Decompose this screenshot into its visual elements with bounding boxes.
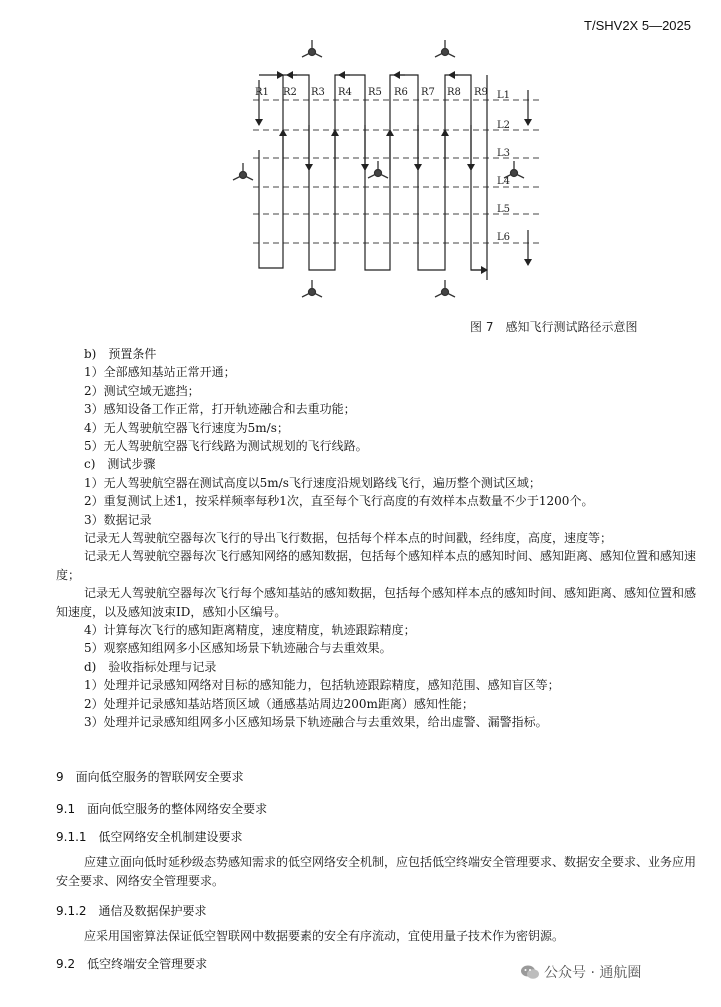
route-label: R2 xyxy=(283,87,297,98)
wechat-icon xyxy=(520,964,540,980)
text-line: c) 测试步骤 xyxy=(84,457,156,472)
text-line: 2）处理并记录感知基站塔顶区域（通感基站周边200m距离）感知性能； xyxy=(84,696,474,711)
layer-label: L1 xyxy=(497,90,511,101)
base-station-icon xyxy=(435,40,455,57)
route-label: R6 xyxy=(394,87,408,98)
layer-label: L4 xyxy=(497,176,511,187)
base-station-icon xyxy=(302,280,322,297)
layer-label: L2 xyxy=(497,120,511,131)
text-paragraph: 记录无人驾驶航空器每次飞行感知网络的感知数据，包括每个感知样本点的感知时间、感知距离、感知位置和感知速度； xyxy=(56,549,697,582)
route-label: R7 xyxy=(421,87,435,98)
route-label: R8 xyxy=(447,87,461,98)
text-line: 3）数据记录 xyxy=(84,512,152,527)
text-line: 4）计算每次飞行的感知距离精度，速度精度，轨迹跟踪精度； xyxy=(84,622,416,637)
base-station-icon xyxy=(302,40,322,57)
text-line: 1）全部感知基站正常开通； xyxy=(84,365,236,380)
text-line: 2）测试空域无遮挡； xyxy=(84,383,200,398)
route-label: R5 xyxy=(368,87,382,98)
route-label: R1 xyxy=(255,87,269,98)
flight-route xyxy=(259,75,528,280)
section-heading-9: 9 面向低空服务的智联网安全要求 xyxy=(56,770,244,784)
text-line: 2）重复测试上述1，按采样频率每秒1次，直至每个飞行高度的有效样本点数量不少于1200个。 xyxy=(84,494,594,509)
paragraph-9-1-1: 应建立面向低时延秒级态势感知需求的低空网络安全机制，应包括低空终端安全管理要求、数据安全要求、业务应用安全要求、网络安全管理要求。 xyxy=(56,855,697,888)
route-label: R3 xyxy=(311,87,325,98)
base-station-icon xyxy=(233,163,253,180)
layer-label: L5 xyxy=(497,204,511,215)
route-label: R4 xyxy=(338,87,352,98)
text-line: 4）无人驾驶航空器飞行速度为5m/s； xyxy=(84,420,289,435)
section-heading-9-2: 9.2 低空终端安全管理要求 xyxy=(56,957,208,971)
base-station-icons xyxy=(233,40,524,297)
text-line: b) 预置条件 xyxy=(84,347,157,361)
test-procedure-text xyxy=(56,345,696,731)
section-heading-9-1-1: 9.1.1 低空网络安全机制建设要求 xyxy=(56,830,243,844)
text-line: 1）处理并记录感知网络对目标的感知能力，包括轨迹跟踪精度，感知范围、感知盲区等； xyxy=(84,678,560,693)
paragraph-9-1-2: 应采用国密算法保证低空智联网中数据要素的安全有序流动，宜使用量子技术作为密钥源。 xyxy=(84,929,565,943)
text-line: 5）无人驾驶航空器飞行线路为测试规划的飞行线路。 xyxy=(84,438,368,453)
base-station-icon xyxy=(368,161,388,178)
text-line: 3）处理并记录感知组网多小区感知场景下轨迹融合与去重效果，给出虚警、漏警指标。 xyxy=(84,714,548,729)
wechat-watermark xyxy=(520,962,641,982)
text-paragraph: 记录无人驾驶航空器每次飞行的导出飞行数据，包括每个样本点的时间戳，经纬度，高度，速度等； xyxy=(84,530,613,545)
text-paragraph: 记录无人驾驶航空器每次飞行每个感知基站的感知数据，包括每个感知样本点的感知时间、感知距离、感知位置和感知速度，以及感知波束ID，感知小区编号。 xyxy=(56,586,697,619)
figure-caption: 图 7 感知飞行测试路径示意图 xyxy=(470,320,638,334)
base-station-icon xyxy=(435,280,455,297)
text-line: 1）无人驾驶航空器在测试高度以5m/s飞行速度沿规划路线飞行，遍历整个测试区域； xyxy=(84,475,541,490)
layer-label: L6 xyxy=(497,232,511,243)
text-line: d) 验收指标处理与记录 xyxy=(84,659,217,674)
flight-path-diagram xyxy=(225,30,555,325)
text-line: 3）感知设备工作正常，打开轨迹融合和去重功能； xyxy=(84,402,356,417)
section-heading-9-1: 9.1 面向低空服务的整体网络安全要求 xyxy=(56,802,268,816)
text-line: 5）观察感知组网多小区感知场景下轨迹融合与去重效果。 xyxy=(84,641,392,656)
standard-code: T/SHV2X 5—2025 xyxy=(584,18,691,33)
section-heading-9-1-2: 9.1.2 通信及数据保护要求 xyxy=(56,904,207,918)
route-label: R9 xyxy=(474,87,488,98)
watermark-text: 公众号 · 通航圈 xyxy=(544,965,642,981)
layer-label: L3 xyxy=(497,148,511,159)
